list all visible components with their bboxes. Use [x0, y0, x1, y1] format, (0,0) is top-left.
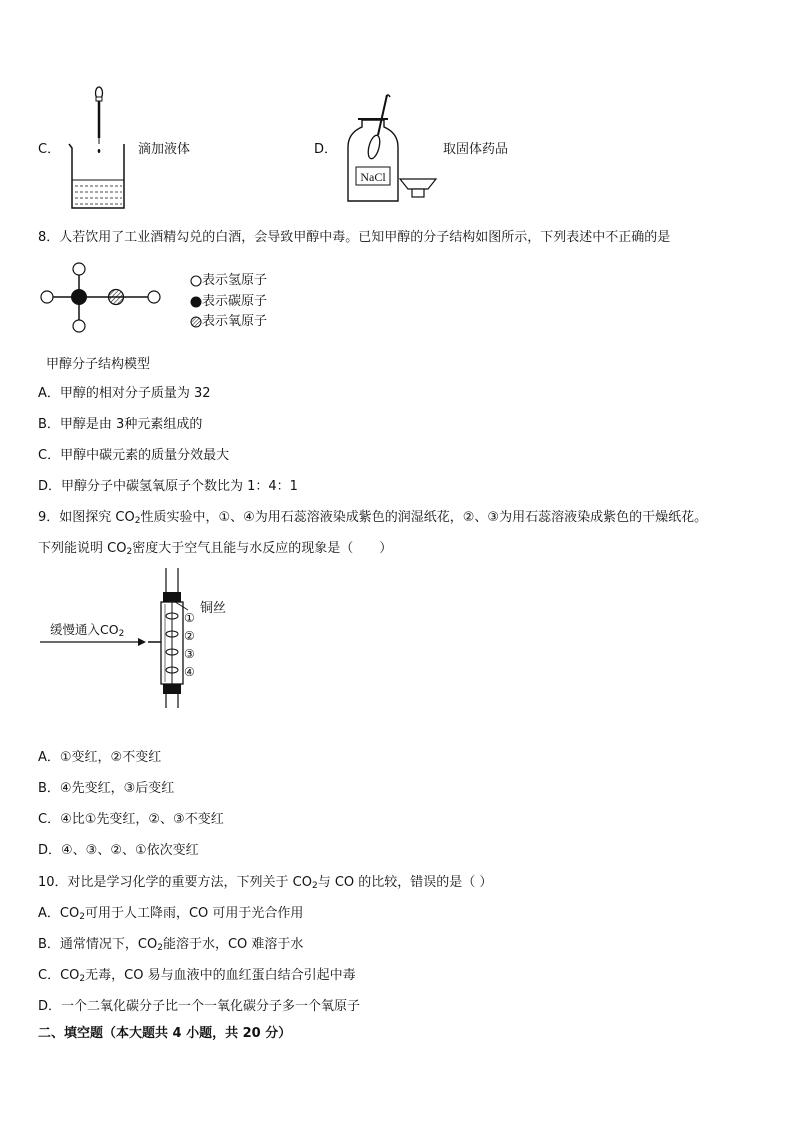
q9-stem-line1: 9．如图探究 $CO_2$性质实验中，①、④为用石蕊溶液染成紫色的润湿纸花，②、③为用石蕊溶液染成紫色的干燥纸花。	[38, 510, 708, 526]
carbon-atom	[71, 289, 87, 305]
q8-stem: 8．人若饮用了工业酒精勾兑的白酒，会导致甲醇中毒。已知甲醇的分子结构如图所示，下列表述中不正确的是	[38, 230, 671, 245]
option-c-caption: 滴加液体	[138, 142, 191, 157]
oxygen-atom	[109, 290, 124, 305]
q10-option-a: A．$CO_2$可用于人工降雨，CO 可用于光合作用	[38, 906, 304, 922]
legend-hydrogen-icon	[190, 275, 202, 287]
bottle-label: NaCl	[360, 170, 386, 184]
q9-stem-line2: 下列能说明 $CO_2$密度大于空气且能与水反应的现象是（ ）	[38, 541, 393, 557]
dropper-beaker-figure	[66, 86, 130, 212]
reagent-bottle-figure	[340, 95, 445, 205]
hydrogen-atom	[73, 263, 85, 275]
q8-option-c: C．甲醇中碳元素的质量分效最大	[38, 448, 230, 463]
mark-1: ①	[184, 611, 195, 625]
mark-2: ②	[184, 629, 195, 643]
legend-oxygen-icon	[190, 316, 202, 328]
legend-oxygen: 表示氧原子	[202, 314, 268, 329]
hydrogen-atom	[148, 291, 160, 303]
q10-stem: 10．对比是学习化学的重要方法，下列关于 $CO_2$与 CO 的比较，错误的是（ ）	[38, 875, 493, 891]
q10-option-b: B．通常情况下，$CO_2$能溶于水，CO 难溶于水	[38, 937, 304, 953]
hydrogen-atom	[41, 291, 53, 303]
q8-option-a: A．甲醇的相对分子质量为 32	[38, 386, 211, 401]
option-c-label: C．	[38, 142, 61, 157]
co2-tube-apparatus	[38, 568, 238, 708]
q9-option-c: C．④比①先变红，②、③不变红	[38, 812, 224, 827]
copper-wire-label: 铜丝	[200, 601, 227, 616]
q9-option-d: D．④、③、②、①依次变红	[38, 843, 199, 858]
legend-carbon: 表示碳原子	[202, 294, 268, 309]
q8-option-b: B．甲醇是由 3种元素组成的	[38, 417, 203, 432]
q10-option-c: C．$CO_2$无毒，CO 易与血液中的血红蛋白结合引起中毒	[38, 968, 356, 984]
option-d-label: D．	[314, 142, 338, 157]
q9-inlet-label: 缓慢通入$CO_2$	[50, 622, 125, 639]
q8-option-d: D．甲醇分子中碳氢氧原子个数比为 1：4：1	[38, 479, 298, 494]
q10-option-d: D．一个二氧化碳分子比一个一氧化碳分子多一个氧原子	[38, 999, 361, 1014]
legend-carbon-icon	[190, 296, 202, 308]
mark-4: ④	[184, 665, 195, 679]
q9-option-b: B．④先变红，③后变红	[38, 781, 175, 796]
legend-hydrogen: 表示氢原子	[202, 273, 268, 288]
q9-option-a: A．①变红，②不变红	[38, 750, 162, 765]
mark-3: ③	[184, 647, 195, 661]
option-d-caption: 取固体药品	[443, 142, 509, 157]
q8-figure-caption: 甲醇分子结构模型	[46, 357, 151, 372]
methanol-molecule-model	[38, 260, 168, 340]
section-heading: 二、填空题（本大题共 4 小题，共 20 分）	[38, 1026, 292, 1041]
hydrogen-atom	[73, 320, 85, 332]
